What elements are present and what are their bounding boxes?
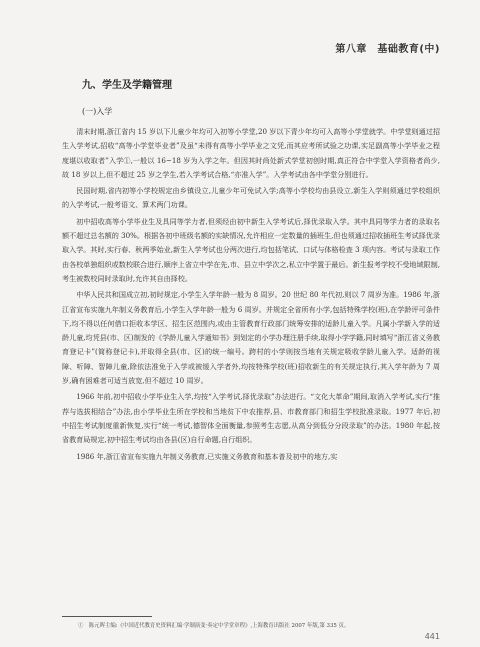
paragraph: 中华人民共和国成立初,初时规定,小学生入学年龄一般为 8 周岁。20 世纪 80 年代初,则以 7 周岁为准。1986 年,浙江省宣布实施九年制义务教育后,小学生入学年龄一般为 6 周岁。并规定全省所有小学,包括特殊学校(班),在学龄评可条件下,均不得以任何借口拒收本学区、招生区范围内,或由主管教育行政部门统筹安排的适龄儿童入学。凡属小学新入学的适龄儿童,均凭县(市、区)制发的《学龄儿童入学通知书》到划定的小学办理注册手续,取得小学学籍,同时填写“浙江省义务教育登记卡”(简称登记卡),并取得全县(市、区)的统一编号。跨村的小学则按当地有关规定吸收学龄儿童入学。适龄的视障、听障、智障儿童,除依法准免于入学或被缓入学者外,均按特殊学校(班)招收新生的有关规定执行,其入学年龄为 7 周岁,确有困难者可适当放宽,但不超过 10 周岁。 (62, 290, 440, 386)
page-number: 441 (424, 632, 440, 641)
chapter-header: 第八章 基础教育(中) (335, 44, 440, 55)
paragraph: 1966 年前,初中招收小学毕业生入学,均按“入学考试,择优录取”办法进行。“文化大革命”期间,取消入学考试,实行“推荐与选拔相结合”办法,由小学毕业生所在学校和当地贫下中农推荐,县、市教育部门和招生学校批准录取。1977 年后,初中招生考试制度重新恢复,实行“统一考试,德智体全面衡量,参照考生志愿,从高分到低分分段录取”的办法。1980 年起,按省教育局规定,初中招生考试均由各县(区)自行命题,自行组织。 (62, 392, 440, 445)
section-title: 九、学生及学籍管理 (82, 80, 172, 91)
subsection-title: (一)入学 (82, 107, 113, 116)
paragraph: 清末时期,浙江省内 15 岁以下儿童少年均可入初等小学堂,20 岁以下青少年均可入高等小学堂就学。中学堂则通过招生入学考试,招收“高等小学堂毕业者”及虽“未得有高等小学毕业之文凭,而其应考所试验之功课,实足副高等小学毕业之程度堪以收取者”入学①,一般以 16~18 岁为入学之年。但因其时尚处新式学堂初创时期,真正符合中学堂入学资格者尚少,故 18 岁以上,但不超过 25 岁之学生,若入学考试合格,“亦准入学”。入学考试由各中学堂分别进行。 (62, 127, 440, 179)
paragraph: 1986 年,浙江省宣布实施九年制义务教育,已实施义务教育和基本普及初中的地方,实 (76, 451, 338, 461)
main-content (62, 76, 440, 466)
footnote: ① 陈元晖主编:《中国近代教育史资料汇编·学制演变·奏定中学堂章程》,上海教育出版社 2007 年版,第 335 页。 (78, 623, 350, 629)
footnote-divider (62, 616, 152, 617)
paragraph: 初中招收高等小学毕业生及具同等学力者,但须经由初中新生入学考试后,择优录取入学。其中具同等学力者的录取名额不超过总名额的 30%。根据各初中班级名额的实缺情况,允许相应一定数量的插班生,但也须通过招收插班生考试择优录取入学。其时,实行春、秋两季始业,新生入学考试也分两次进行,均包括笔试、口试与体格检查 3 项内容。考试与录取工作由各校单独组织或数校联合进行,顺序上省立中学在先,市、县立中学次之,私立中学置于最后。新生报考学校不受地域限制,考生被数校同时录取时,允许其自由择校。 (62, 216, 440, 283)
paragraph: 民国时期,省内初等小学校规定由乡镇设立,儿童少年可免试入学;高等小学校均由县设立,新生入学则须通过学校组织的入学考试,一般考语文、算术两门功课。 (62, 186, 440, 210)
